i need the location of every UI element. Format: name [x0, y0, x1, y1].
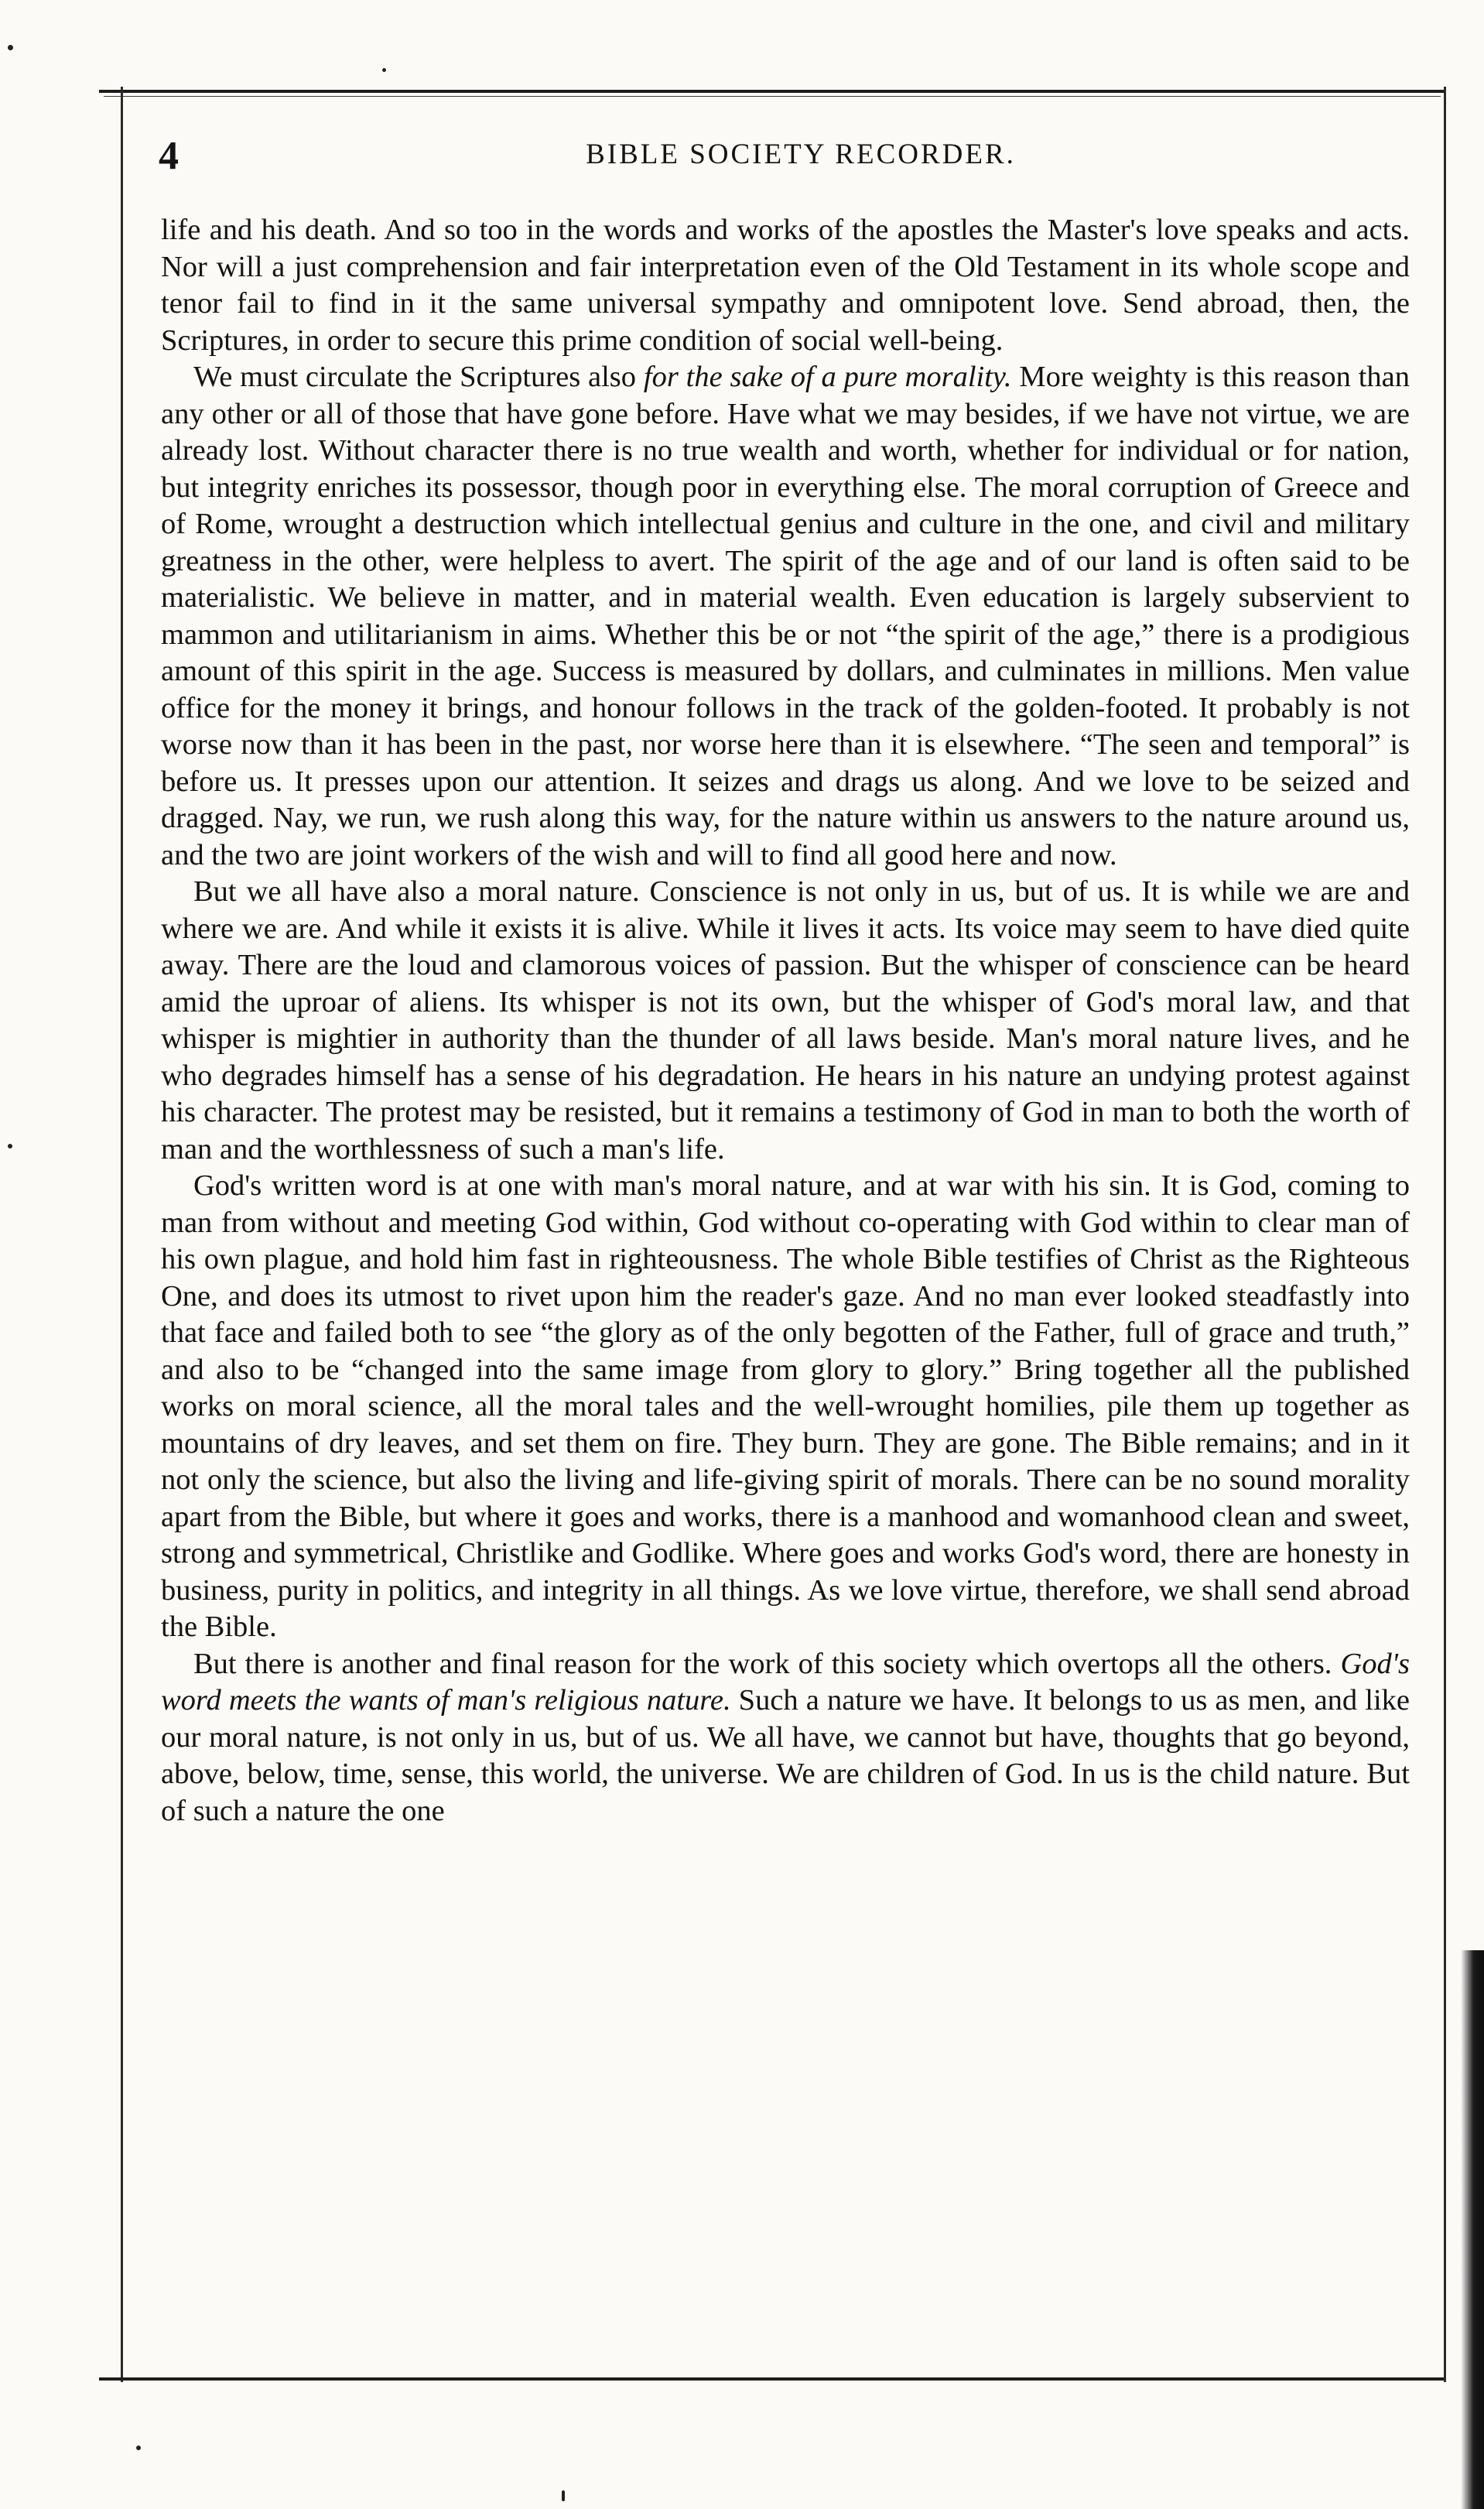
paragraph-text: Such a nature we have. It belongs to us as men, and like our moral nature, is not only in us, but of us. We all have, we cannot but have, thoughts that go beyond, above, below, time, sense, this world, the universe. We are children of God. In us is the child nature. But of such a nature the one [161, 1684, 1410, 1827]
running-title: BIBLE SOCIETY RECORDER. [586, 139, 1016, 170]
paragraph-text: More weighty is this reason than any other or all of those that have gone before. Have what we may besides, if we have not virtue, we are already lost. Without character there is no true wealth and worth, whether for individual or for nation, but integrity enriches its possessor, though poor in everything else. The moral corruption of Greece and of Rome, wrought a destruction which intellectual genius and culture in the one, and civil and military greatness in the other, were helpless to avert. The spirit of the age and of our land is often said to be materialistic. We believe in matter, and in material wealth. Even education is largely subservient to mammon and utilitarianism in aims. Whether this be or not “the spirit of the age,” there is a prodigious amount of this spirit in the age. Success is measured by dollars, and culminates in millions. Men value office for the money it brings, and honour follows in the track of the golden-footed. It probably is not worse now than it has been in the past, nor worse here than it is elsewhere. “The seen and temporal” is before us. It presses upon our attention. It seizes and drags us along. And we love to be seized and dragged. Nay, we run, we rush along this way, for the nature within us answers to the nature around us, and the two are joint workers of the wish and will to find all good here and now. [161, 361, 1410, 871]
paragraph-moral-nature: But we all have also a moral nature. Conscience is not only in us, but of us. It is while we are and where we are. And while it exists it is alive. While it lives it acts. Its voice may seem to have died quite away. There are the loud and clamorous voices of passion. But the whisper of conscience can be heard amid the uproar of aliens. Its whisper is not its own, but the whisper of God's moral law, and that whisper is mightier in authority than the thunder of all laws beside. Man's moral nature lives, and he who degrades himself has a sense of his degradation. He hears in his nature an undying protest against his character. The protest may be resisted, but it remains a testimony of God in man to both the worth of man and the worthlessness of such a man's life. [161, 875, 1410, 1166]
paragraph-pure-morality [161, 359, 1410, 874]
bottom-rule [99, 2377, 1444, 2381]
page-header [159, 133, 1412, 180]
top-rule-thin [104, 96, 1441, 97]
left-rule [121, 87, 123, 2382]
scan-edge-shadow [1461, 1950, 1484, 2509]
scan-speck [8, 45, 13, 50]
scan-speck [8, 1144, 12, 1148]
paragraph-continued: life and his death. And so too in the words and works of the apostles the Master's love speaks and acts. Nor will a just comprehension and fair interpretation even of the Old Testament in its whole scope and tenor fail to find in it the same universal sympathy and omnipotent love. Send abroad, then, the Scriptures, in order to secure this prime condition of social well-being. [161, 214, 1410, 357]
paragraph-written-word: God's written word is at one with man's moral nature, and at war with his sin. It is God, coming to man from without and meeting God within, God without co-operating with God within to clear man of his own plague, and hold him fast in righteousness. The whole Bible testifies of Christ as the Righteous One, and does its utmost to rivet upon him the reader's gaze. And no man ever looked steadfastly into that face and failed both to see “the glory as of the only begotten of the Father, full of grace and truth,” and also to be “changed into the same image from glory to glory.” Bring together all the published works on moral science, all the moral tales and the well-wrought homilies, pile them up together as mountains of dry leaves, and set them on fire. They burn. They are gone. The Bible remains; and in it not only the science, but also the living and life-giving spirit of morals. There can be no sound morality apart from the Bible, but where it goes and works, there is a manhood and womanhood clean and sweet, strong and symmetrical, Christlike and Godlike. Where goes and works God's word, there are honesty in business, purity in politics, and integrity in all things. As we love virtue, therefore, we shall send abroad the Bible. [161, 1169, 1410, 1643]
paragraph-religious-nature [161, 1646, 1410, 1830]
article-body [161, 212, 1410, 1830]
top-rule [99, 90, 1444, 93]
right-rule [1444, 87, 1446, 2382]
emphasis-text: for the sake of a pure morality. [643, 361, 1012, 393]
scan-speck [562, 2490, 565, 2501]
emphasis-text: God's word meets the wants of man's religious nature. [161, 1647, 1410, 1717]
scan-speck [382, 68, 386, 72]
scan-speck [136, 2446, 141, 2450]
paragraph-text: We must circulate the Scriptures also [193, 361, 644, 393]
page-number: 4 [159, 134, 180, 178]
paragraph-text: But there is another and final reason for the work of this society which overtops all the others. [193, 1647, 1341, 1680]
